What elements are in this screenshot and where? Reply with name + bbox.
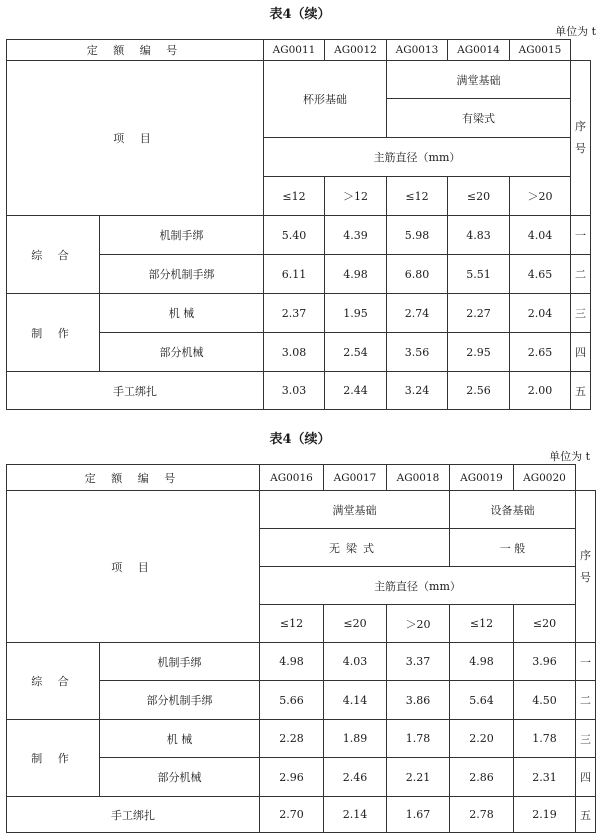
value-cell: 3.08 <box>264 333 325 372</box>
item-header: 项 目 <box>7 491 260 643</box>
value-cell: 3.37 <box>387 643 450 681</box>
value-cell: 4.98 <box>450 643 514 681</box>
seq-cell: 三 <box>571 294 591 333</box>
value-cell: 1.78 <box>514 720 576 758</box>
value-cell: 2.74 <box>387 294 448 333</box>
value-cell: 1.89 <box>324 720 387 758</box>
foundation-type: 杯形基础 <box>264 61 387 138</box>
value-cell: 4.14 <box>324 681 387 720</box>
group-label: 综 合 <box>7 643 100 720</box>
value-cell: 4.98 <box>260 643 324 681</box>
diameter-cell: ≤12 <box>260 605 324 643</box>
quota-code: AG0020 <box>514 465 576 491</box>
value-cell: 3.56 <box>387 333 448 372</box>
code-header: 定 额 编 号 <box>7 40 264 61</box>
group-label: 制 作 <box>7 294 100 372</box>
seq-cell: 三 <box>576 720 596 758</box>
item-header: 项 目 <box>7 61 264 216</box>
quota-code: AG0014 <box>448 40 510 61</box>
seq-cell: 二 <box>571 255 591 294</box>
seq-cell: 一 <box>571 216 591 255</box>
value-cell: 5.66 <box>260 681 324 720</box>
value-cell: 4.98 <box>325 255 387 294</box>
row-name: 机 械 <box>100 720 260 758</box>
row-name: 手工绑扎 <box>7 797 260 833</box>
table-row <box>7 216 591 255</box>
value-cell: 6.80 <box>387 255 448 294</box>
row-name: 机制手绑 <box>100 216 264 255</box>
value-cell: 3.24 <box>387 372 448 410</box>
value-cell: 3.96 <box>514 643 576 681</box>
row-name: 机 械 <box>100 294 264 333</box>
value-cell: 2.20 <box>450 720 514 758</box>
diameter-cell: ≤12 <box>387 177 448 216</box>
diameter-cell: ＞12 <box>325 177 387 216</box>
diameter-cell: ≤12 <box>264 177 325 216</box>
foundation-subtype: 无梁式 <box>260 529 450 567</box>
diameter-cell: ≤20 <box>448 177 510 216</box>
value-cell: 2.37 <box>264 294 325 333</box>
row-name: 部分机械 <box>100 333 264 372</box>
value-cell: 5.64 <box>450 681 514 720</box>
value-cell: 2.28 <box>260 720 324 758</box>
value-cell: 6.11 <box>264 255 325 294</box>
value-cell: 4.03 <box>324 643 387 681</box>
quota-code: AG0016 <box>260 465 324 491</box>
rebar-quota-table-1 <box>6 39 591 410</box>
value-cell: 3.03 <box>264 372 325 410</box>
diameter-cell: ＞20 <box>510 177 571 216</box>
diameter-cell: ≤12 <box>450 605 514 643</box>
table-row <box>7 294 591 333</box>
value-cell: 2.19 <box>514 797 576 833</box>
value-cell: 2.21 <box>387 758 450 797</box>
quota-code: AG0018 <box>387 465 450 491</box>
value-cell: 2.56 <box>448 372 510 410</box>
diameter-header: 主筋直径（mm） <box>260 567 576 605</box>
row-name: 部分机制手绑 <box>100 255 264 294</box>
diameter-header: 主筋直径（mm） <box>264 138 571 177</box>
diameter-cell: ≤20 <box>324 605 387 643</box>
value-cell: 1.67 <box>387 797 450 833</box>
quota-code: AG0017 <box>324 465 387 491</box>
value-cell: 2.04 <box>510 294 571 333</box>
seq-header: 序号 <box>571 61 591 216</box>
foundation-type: 满堂基础 <box>260 491 450 529</box>
seq-header: 序号 <box>576 491 596 643</box>
value-cell: 5.51 <box>448 255 510 294</box>
value-cell: 2.54 <box>325 333 387 372</box>
table-row <box>7 643 596 681</box>
value-cell: 4.50 <box>514 681 576 720</box>
value-cell: 2.78 <box>450 797 514 833</box>
diameter-cell: ≤20 <box>514 605 576 643</box>
blank-cell <box>576 465 596 491</box>
foundation-subtype: 有梁式 <box>387 99 571 138</box>
value-cell: 4.65 <box>510 255 571 294</box>
value-cell: 2.46 <box>324 758 387 797</box>
value-cell: 2.14 <box>324 797 387 833</box>
row-name: 手工绑扎 <box>7 372 264 410</box>
group-label: 综 合 <box>7 216 100 294</box>
quota-code: AG0019 <box>450 465 514 491</box>
unit-label: 单位为 t <box>555 25 596 38</box>
value-cell: 4.04 <box>510 216 571 255</box>
seq-cell: 四 <box>576 758 596 797</box>
value-cell: 1.78 <box>387 720 450 758</box>
value-cell: 2.65 <box>510 333 571 372</box>
table-title: 表4（续） <box>269 7 331 22</box>
group-label: 制 作 <box>7 720 100 797</box>
value-cell: 2.44 <box>325 372 387 410</box>
value-cell: 5.98 <box>387 216 448 255</box>
foundation-type: 设备基础 <box>450 491 576 529</box>
seq-cell: 一 <box>576 643 596 681</box>
quota-code: AG0013 <box>387 40 448 61</box>
code-header: 定 额 编 号 <box>7 465 260 491</box>
value-cell: 2.86 <box>450 758 514 797</box>
row-name: 部分机械 <box>100 758 260 797</box>
value-cell: 2.00 <box>510 372 571 410</box>
value-cell: 2.70 <box>260 797 324 833</box>
unit-label: 单位为 t <box>549 450 590 463</box>
seq-cell: 二 <box>576 681 596 720</box>
row-name: 部分机制手绑 <box>100 681 260 720</box>
seq-cell: 五 <box>576 797 596 833</box>
value-cell: 2.95 <box>448 333 510 372</box>
quota-code: AG0015 <box>510 40 571 61</box>
quota-code: AG0011 <box>264 40 325 61</box>
foundation-subtype: 一 般 <box>450 529 576 567</box>
rebar-quota-table-2 <box>6 464 596 833</box>
table-title: 表4（续） <box>269 432 331 447</box>
value-cell: 2.27 <box>448 294 510 333</box>
value-cell: 5.40 <box>264 216 325 255</box>
diameter-cell: ＞20 <box>387 605 450 643</box>
table-row <box>7 372 591 410</box>
table-row <box>7 797 596 833</box>
value-cell: 4.39 <box>325 216 387 255</box>
value-cell: 3.86 <box>387 681 450 720</box>
blank-cell <box>571 40 591 61</box>
value-cell: 2.31 <box>514 758 576 797</box>
value-cell: 2.96 <box>260 758 324 797</box>
table-row <box>7 720 596 758</box>
quota-code: AG0012 <box>325 40 387 61</box>
value-cell: 4.83 <box>448 216 510 255</box>
foundation-type: 满堂基础 <box>387 61 571 99</box>
seq-cell: 五 <box>571 372 591 410</box>
seq-cell: 四 <box>571 333 591 372</box>
value-cell: 1.95 <box>325 294 387 333</box>
row-name: 机制手绑 <box>100 643 260 681</box>
